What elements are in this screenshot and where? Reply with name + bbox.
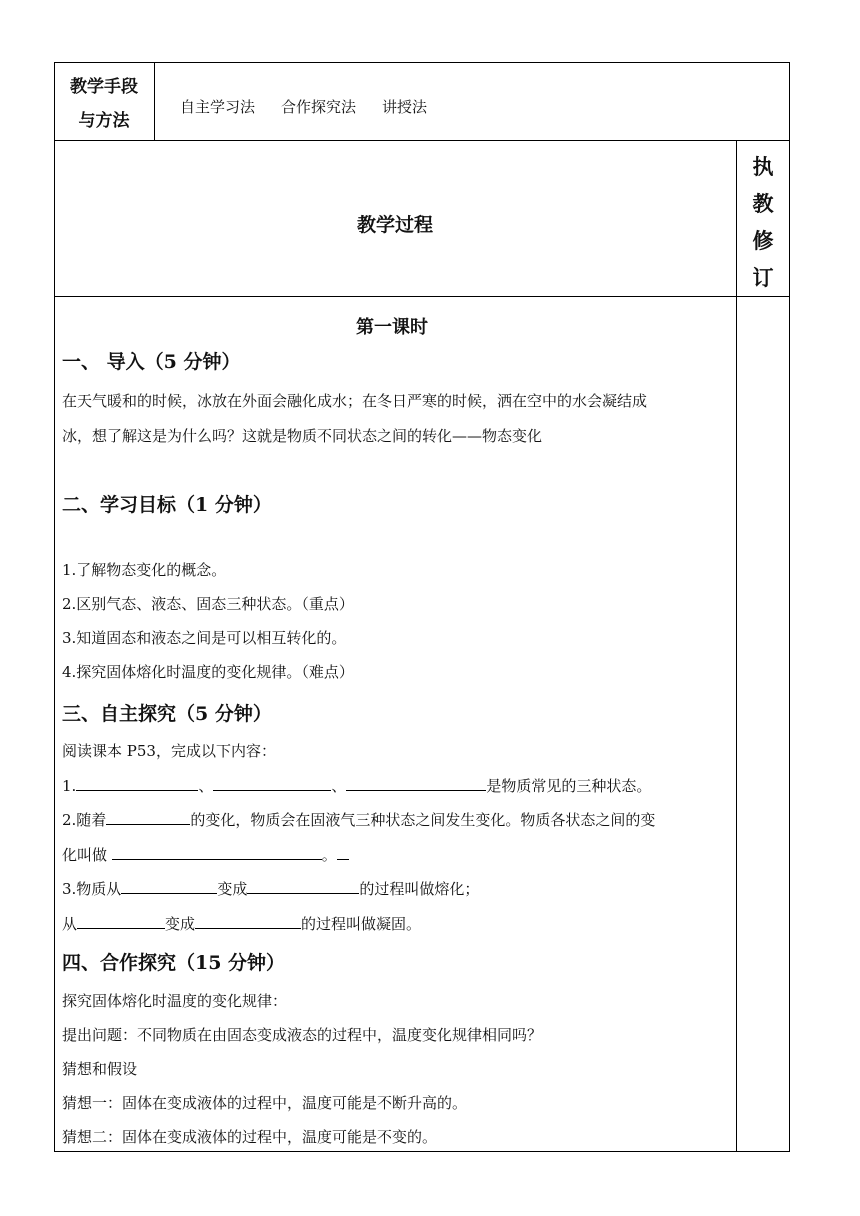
method-item: 讲授法 xyxy=(382,98,428,116)
answer-blank[interactable] xyxy=(77,912,165,929)
lesson-plan-table xyxy=(54,62,790,1152)
cooperative-line: 提出问题：不同物质在由固态变成液态的过程中，温度变化规律相同吗？ xyxy=(62,1026,543,1044)
answer-blank-tail xyxy=(337,843,349,860)
answer-blank[interactable] xyxy=(106,808,190,825)
goal-item: 2.区别气态、液态、固态三种状态。（重点） xyxy=(62,595,354,613)
row-divider-1 xyxy=(54,140,790,141)
question-1: 1. 、 、 是物质常见的三种状态。 xyxy=(62,774,651,796)
intro-line: 冰，想了解这是为什么吗？这就是物质不同状态之间的转化——物态变化 xyxy=(62,427,543,445)
answer-blank[interactable] xyxy=(121,877,217,894)
intro-heading: 一、 导入（5 分钟） xyxy=(62,351,241,373)
answer-blank[interactable] xyxy=(112,843,322,860)
answer-blank[interactable] xyxy=(213,774,331,791)
self-study-intro: 阅读课本 P53，完成以下内容： xyxy=(62,742,276,760)
method-list xyxy=(180,96,453,117)
method-label xyxy=(54,70,154,138)
goals-heading: 二、学习目标（1 分钟） xyxy=(62,494,272,516)
method-label-line1: 教学手段 xyxy=(70,77,138,97)
goal-item: 4.探究固体熔化时温度的变化规律。（难点） xyxy=(62,663,354,681)
answer-blank[interactable] xyxy=(247,877,359,894)
question-3: 3.物质从 变成 的过程叫做熔化； xyxy=(62,877,479,899)
revision-char: 教 xyxy=(752,191,774,216)
row-divider-2 xyxy=(54,296,790,297)
question-2-line2: 化叫做 。 xyxy=(62,843,349,865)
revision-char: 订 xyxy=(752,265,774,290)
question-2: 2.随着 的变化，物质会在固液气三种状态之间发生变化。物质各状态之间的变 xyxy=(62,808,655,830)
answer-blank[interactable] xyxy=(76,774,198,791)
cooperative-line: 猜想和假设 xyxy=(62,1060,138,1078)
cooperative-line: 探究固体熔化时温度的变化规律： xyxy=(62,992,288,1010)
cooperative-line: 猜想一：固体在变成液体的过程中，温度可能是不断升高的。 xyxy=(62,1094,468,1112)
answer-blank[interactable] xyxy=(346,774,486,791)
goal-item: 1.了解物态变化的概念。 xyxy=(62,561,227,579)
process-title: 教学过程 xyxy=(356,214,433,236)
table-border-bottom xyxy=(54,1151,790,1152)
question-4: 从 变成 的过程叫做凝固。 xyxy=(62,912,421,934)
revision-char: 执 xyxy=(752,154,774,179)
intro-line: 在天气暖和的时候，冰放在外面会融化成水；在冬日严寒的时候，洒在空中的水会凝结成 xyxy=(62,392,648,410)
revision-char: 修 xyxy=(752,228,774,253)
goal-item: 3.知道固态和液态之间是可以相互转化的。 xyxy=(62,629,347,647)
answer-blank[interactable] xyxy=(195,912,301,929)
method-item: 自主学习法 xyxy=(180,98,256,116)
method-column-divider xyxy=(154,62,155,140)
table-border-top xyxy=(54,62,790,63)
revision-label xyxy=(736,148,790,296)
cooperative-heading: 四、合作探究（15 分钟） xyxy=(62,952,286,974)
method-item: 合作探究法 xyxy=(281,98,357,116)
self-study-heading: 三、自主探究（5 分钟） xyxy=(62,703,272,725)
cooperative-line: 猜想二：固体在变成液体的过程中，温度可能是不变的。 xyxy=(62,1128,438,1146)
lesson-title: 第一课时 xyxy=(356,317,428,338)
method-label-line2: 与方法 xyxy=(78,111,130,131)
